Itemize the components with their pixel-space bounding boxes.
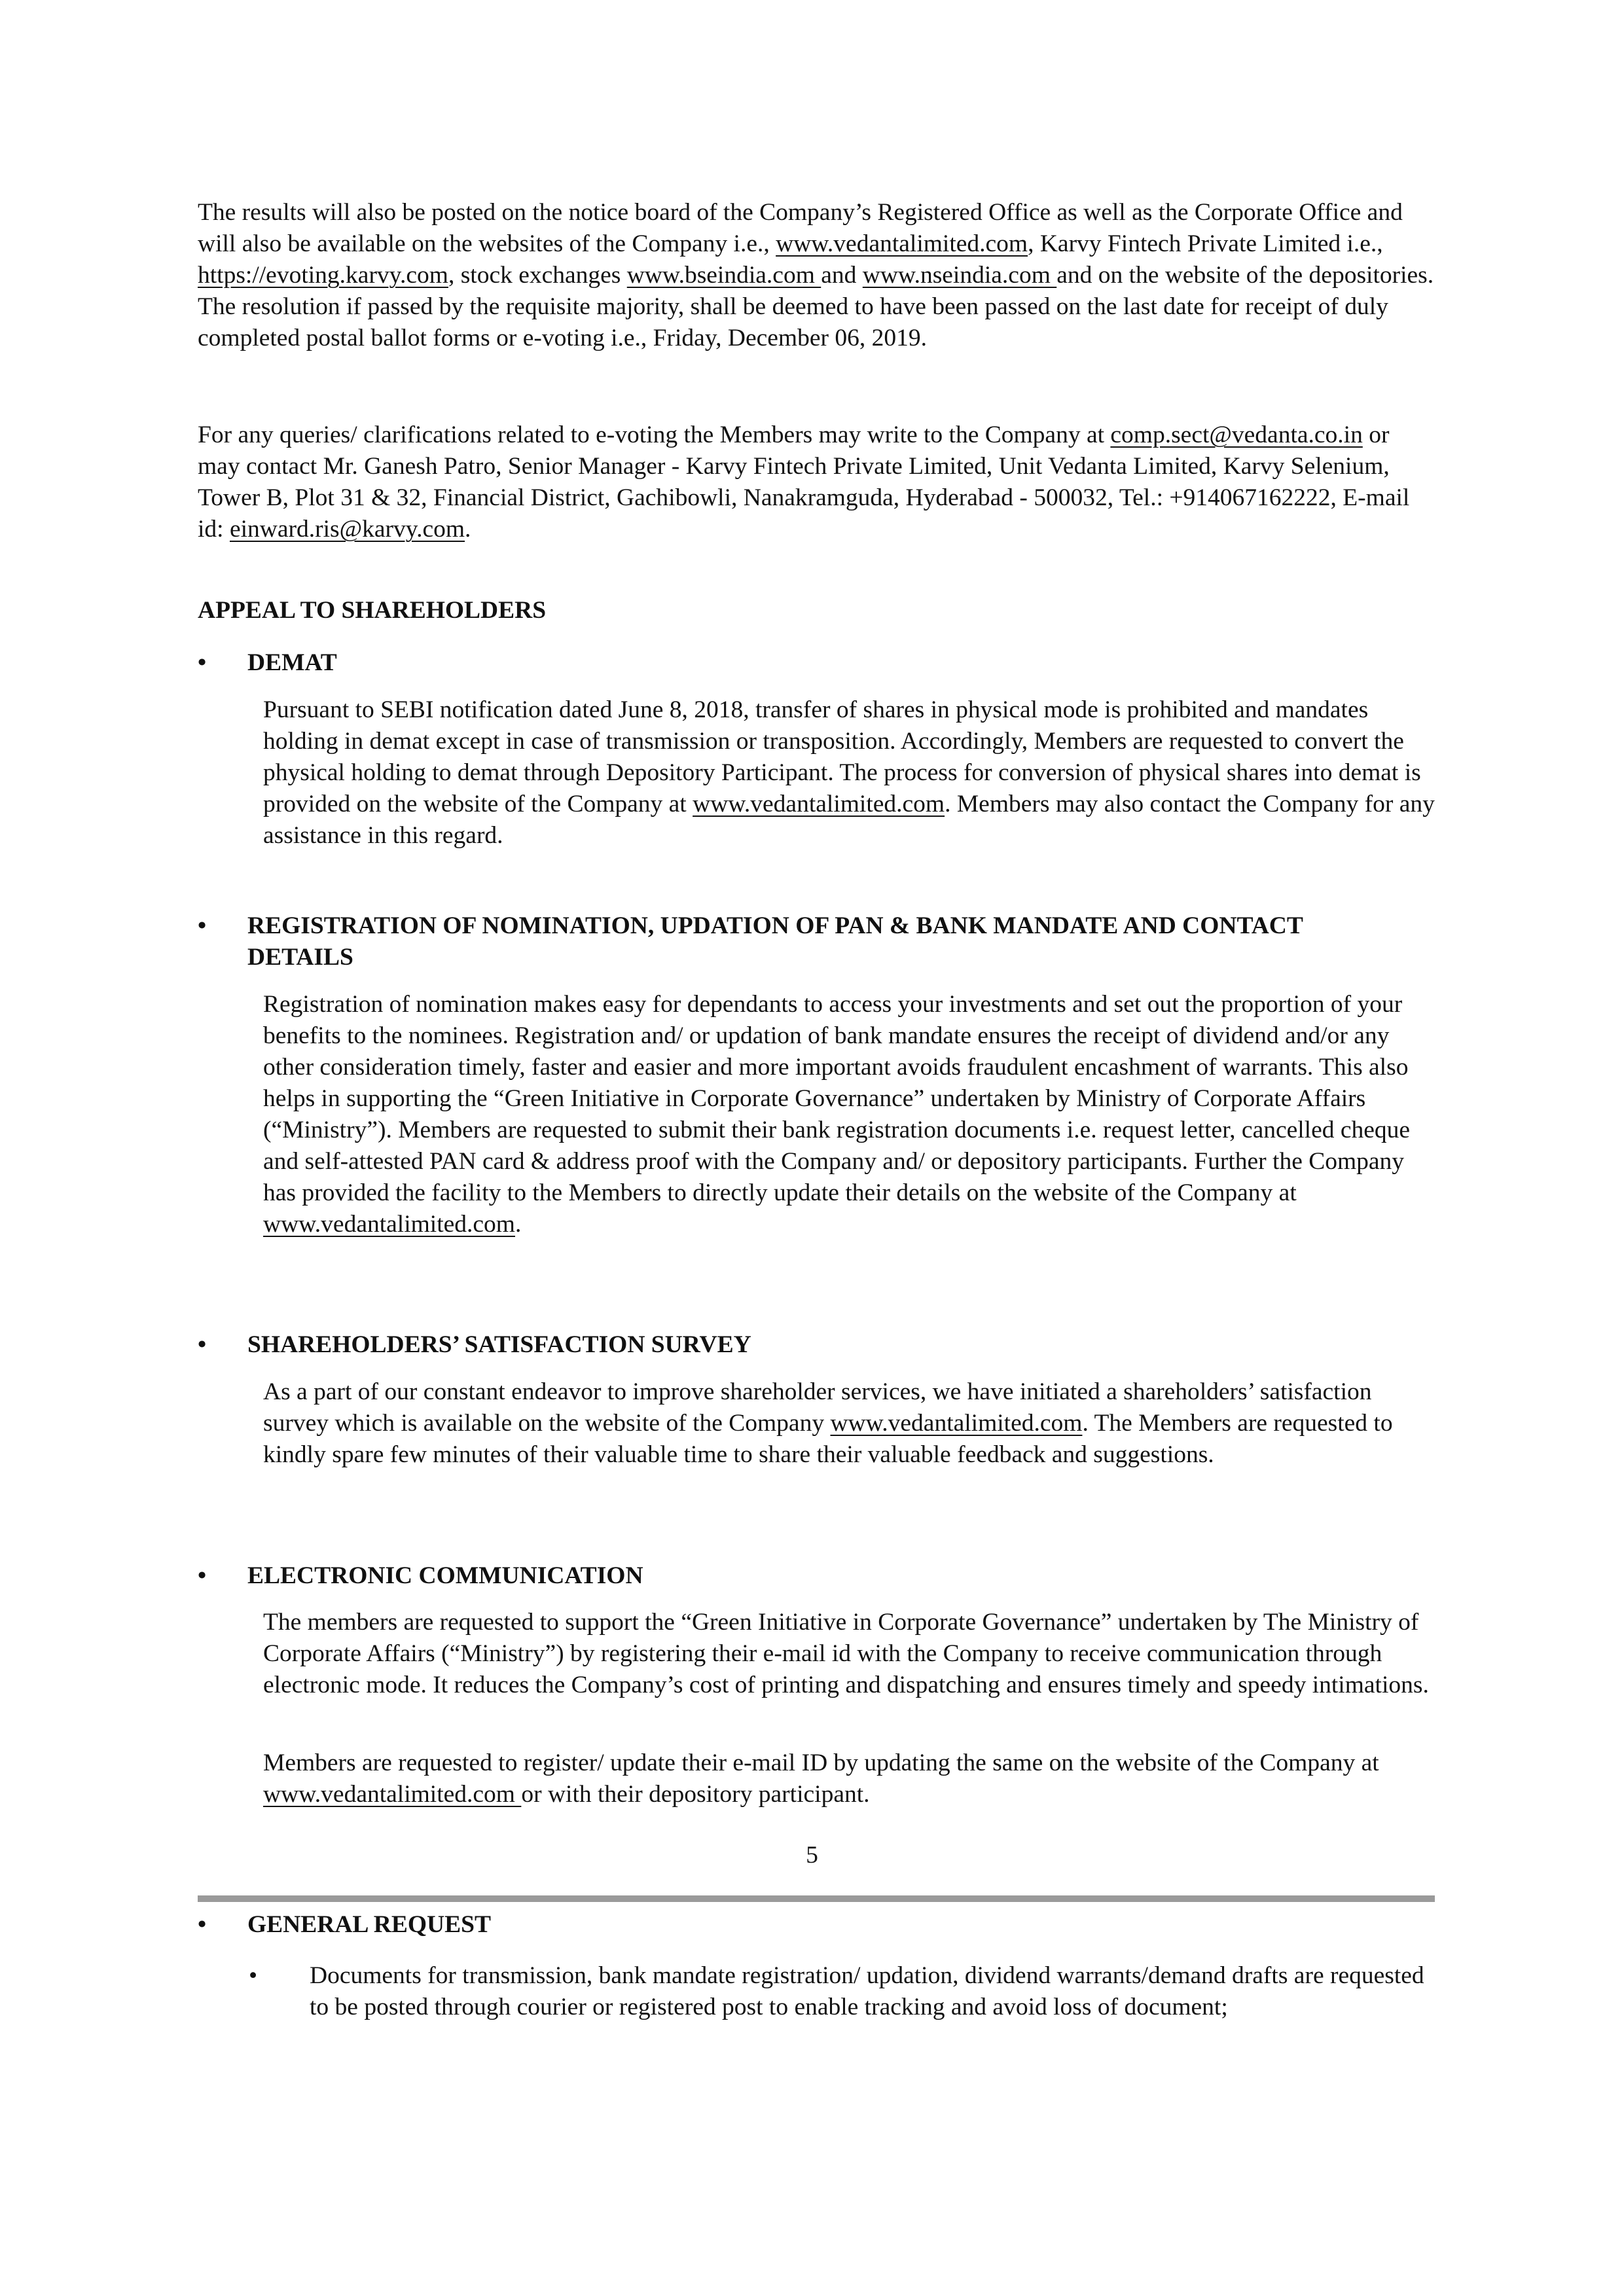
electronic-text-2: [263, 1748, 1438, 1810]
registration-body: [263, 989, 1438, 1240]
text-span: and on the website of the depositories. The resolution if passed by the requisite majority, shall be deemed to have been passed on the last date for receipt of duly completed postal ballot forms or e-voting i.e., Friday, December 06, 2019.: [198, 262, 1434, 351]
electronic-body-2: [263, 1748, 1438, 1810]
bullet-electronic: •: [198, 1562, 207, 1589]
electronic-text-1: The members are requested to support the “Green Initiative in Corporate Governance” undertaken by The Ministry of Corporate Affairs (“Ministry”) by registering their e-mail id with the Company to receive communication through electronic mode. It reduces the Company’s cost of printing and dispatching and ensures timely and speedy intimations.: [263, 1609, 1429, 1698]
appeal-heading: APPEAL TO SHAREHOLDERS: [198, 597, 547, 624]
bullet-demat: •: [198, 649, 207, 676]
bseindia-link[interactable]: www.bseindia.com: [626, 262, 821, 289]
bullet-survey: •: [198, 1331, 207, 1358]
results-paragraph: [198, 197, 1435, 354]
text-span: Members are requested to register/ update their e-mail ID by updating the same on the website of the Company at: [263, 1749, 1379, 1776]
company-email-link[interactable]: comp.sect@vedanta.co.in: [1110, 422, 1363, 448]
vedanta-link[interactable]: www.vedantalimited.com: [830, 1410, 1083, 1437]
general-heading: GENERAL REQUEST: [247, 1911, 491, 1938]
text-span: For any queries/ clarifications related to e-voting the Members may write to the Company at: [198, 422, 1111, 448]
vedanta-link[interactable]: www.vedantalimited.com: [693, 791, 945, 817]
text-span: , Karvy Fintech Private Limited i.e.,: [1028, 230, 1383, 257]
queries-paragraph: [198, 420, 1435, 545]
electronic-body: [263, 1607, 1438, 1701]
text-span: , stock exchanges: [448, 262, 627, 289]
vedanta-link[interactable]: www.vedantalimited.com: [776, 230, 1028, 257]
demat-body: [263, 694, 1438, 852]
text-span: or with their depository participant.: [521, 1781, 870, 1808]
text-span: .: [465, 516, 471, 543]
general-item-1: Documents for transmission, bank mandate registration/ updation, dividend warrants/demand drafts are requested to be posted through courier or registered post to enable tracking and avoid loss of document;: [310, 1962, 1424, 2020]
page-divider: [198, 1895, 1435, 1902]
karvy-evoting-link[interactable]: https://evoting.karvy.com: [198, 262, 448, 289]
queries-text: [198, 420, 1435, 545]
survey-body: [263, 1376, 1438, 1471]
survey-text: [263, 1376, 1438, 1471]
text-span: . Members may also contact the Company for any assistance in this regard.: [263, 791, 1435, 849]
bullet-general: •: [198, 1911, 207, 1938]
sub-bullet: •: [249, 1962, 258, 1989]
text-span: or may contact Mr. Ganesh Patro, Senior Manager - Karvy Fintech Private Limited, Unit Vedanta Limited, Karvy Selenium, Tower B, Plot 31 & 32, Financial District, Gachibowli, Nanakramguda, Hyderabad - 500032, Tel.: +914067162222, E-mail id:: [198, 422, 1410, 543]
vedanta-link[interactable]: www.vedantalimited.com: [263, 1211, 515, 1238]
demat-heading: DEMAT: [247, 649, 337, 676]
text-span: . The Members are requested to kindly spare few minutes of their valuable time to share their valuable feedback and suggestions.: [263, 1410, 1393, 1468]
demat-text: [263, 694, 1438, 852]
vedanta-link[interactable]: www.vedantalimited.com: [263, 1781, 522, 1808]
results-text: [198, 197, 1435, 354]
text-span: .: [514, 1211, 522, 1238]
nseindia-link[interactable]: www.nseindia.com: [862, 262, 1057, 289]
electronic-heading: ELECTRONIC COMMUNICATION: [247, 1562, 643, 1589]
registration-heading: REGISTRATION OF NOMINATION, UPDATION OF PAN & BANK MANDATE AND CONTACT DETAILS: [247, 912, 1303, 971]
page-number: 5: [806, 1842, 818, 1869]
text-span: As a part of our constant endeavor to improve shareholder services, we have initiated a shareholders’ satisfaction survey which is available on the website of the Company: [263, 1378, 1372, 1437]
text-span: The results will also be posted on the notice board of the Company’s Registered Office as well as the Corporate Office and will also be available on the websites of the Company i.e.,: [198, 199, 1403, 257]
bullet-registration: •: [198, 912, 207, 939]
registration-text: [263, 989, 1438, 1240]
survey-heading: SHAREHOLDERS’ SATISFACTION SURVEY: [247, 1331, 751, 1358]
text-span: Registration of nomination makes easy for dependants to access your investments and set out the proportion of your benefits to the nominees. Registration and/ or updation of bank mandate ensures the receipt of dividend and/or any other consideration timely, faster and easier and more important avoids fraudulent encashment of warrants. This also helps in supporting the “Green Initiative in Corporate Governance” undertaken by Ministry of Corporate Affairs (“Ministry”). Members are requested to submit their bank registration documents i.e. request letter, cancelled cheque and self-attested PAN card & address proof with the Company and/ or depository participants. Further the Company has provided the facility to the Members to directly update their details on the website of the Company at: [263, 991, 1411, 1206]
karvy-email-link[interactable]: einward.ris@karvy.com: [229, 516, 465, 543]
text-span: Pursuant to SEBI notification dated June 8, 2018, transfer of shares in physical mode is prohibited and mandates holding in demat except in case of transmission or transposition. Accordingly, Members are requested to convert the physical holding to demat through Depository Participant. The process for conversion of physical shares into demat is provided on the website of the Company at: [263, 696, 1421, 817]
text-span: and: [821, 262, 863, 289]
